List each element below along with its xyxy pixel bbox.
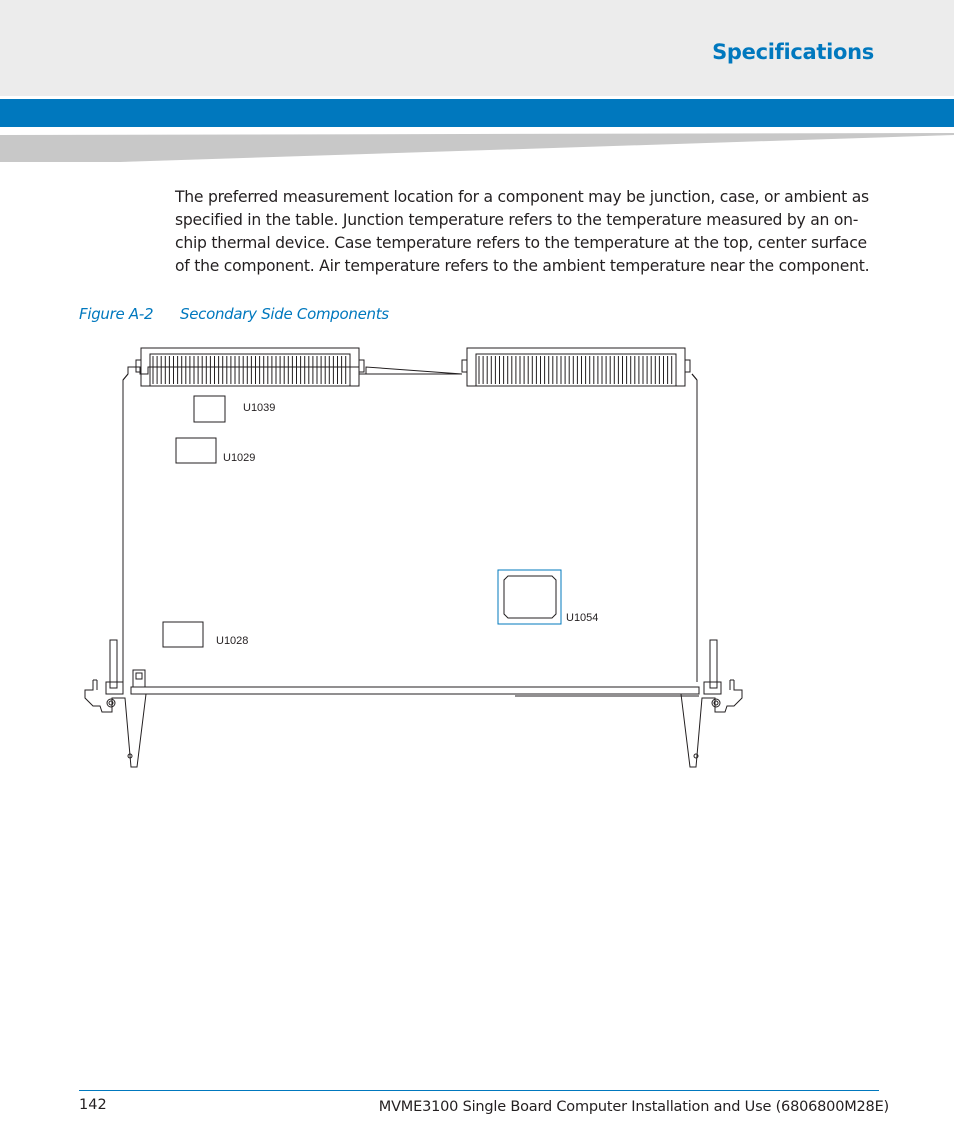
ejector-handle-left [85, 640, 146, 767]
body-paragraph: The preferred measurement location for a component may be junction, case, or ambient as specified in the table. Junction temperature refers to the temperature measured by an on-chip thermal device. Case temperature refers to the temperature at the top, center surface of the component. Air temperature refers to the ambient temperature near the component. [175, 188, 870, 275]
figure-number: Figure A-2 [79, 305, 154, 323]
board-diagram [0, 340, 954, 780]
board-outline [123, 367, 697, 682]
header-grey-wedge [0, 129, 954, 165]
figure-caption [79, 305, 389, 323]
label-u1029: U1029 [223, 452, 256, 464]
page-number: 142 [79, 1097, 107, 1113]
ejector-handle-right [681, 640, 742, 767]
component-u1028 [163, 622, 203, 647]
component-u1054 [498, 570, 561, 624]
label-u1028: U1028 [216, 635, 249, 647]
connector-right [462, 348, 690, 386]
front-panel [131, 670, 699, 696]
header-blue-bar [0, 99, 954, 127]
label-u1039: U1039 [243, 402, 276, 414]
footer-rule [79, 1090, 879, 1091]
figure-title: Secondary Side Components [180, 305, 389, 323]
component-u1039 [194, 396, 225, 422]
component-u1029 [176, 438, 216, 463]
label-u1054: U1054 [566, 612, 599, 624]
document-title: MVME3100 Single Board Computer Installation and Use (6806800M28E) [378, 1099, 889, 1115]
section-title: Specifications [712, 40, 874, 64]
